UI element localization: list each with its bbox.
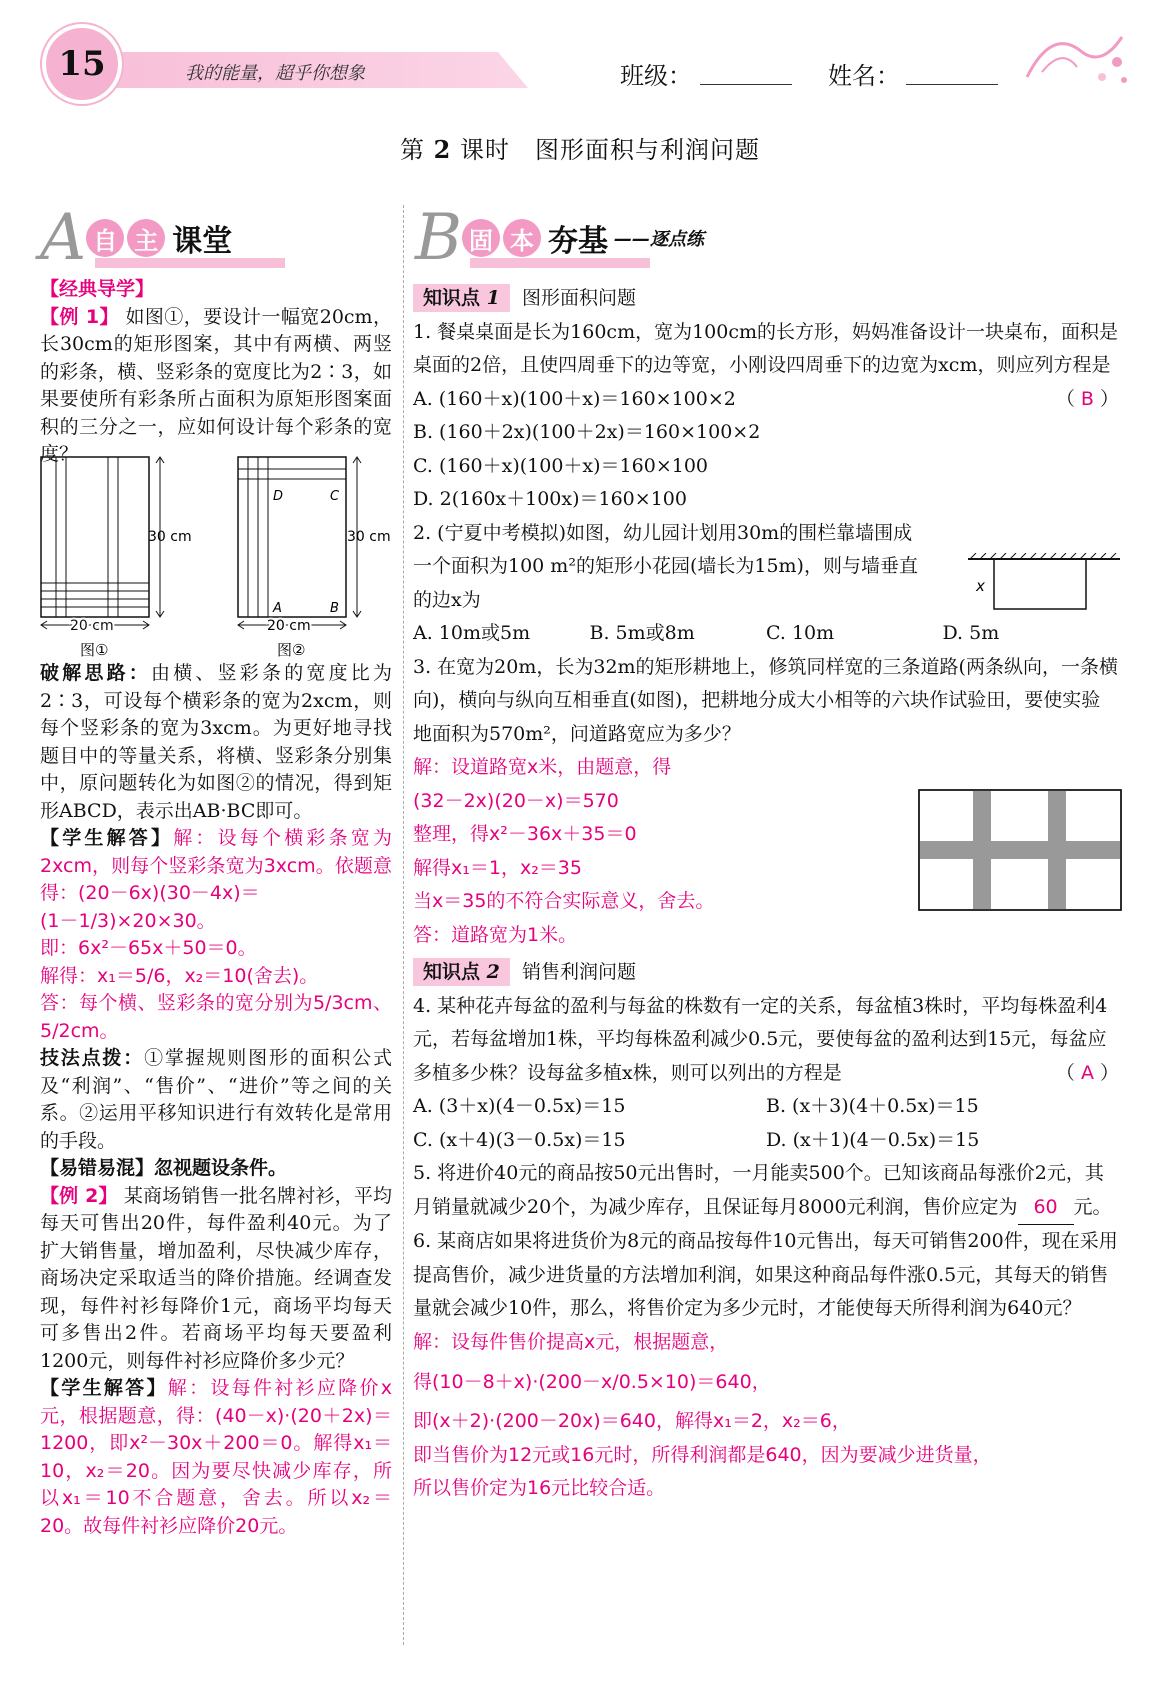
error-block: 【易错易混】忽视题设条件。 <box>40 1157 288 1179</box>
q2-figure <box>960 553 1125 623</box>
q6-solution-line-2: 得(10－8＋x)·(200－x/0.5×10)＝640， <box>413 1371 771 1393</box>
fig1-height-label: 30 cm <box>148 529 192 545</box>
left-lower <box>40 660 392 1540</box>
q4-options-ab: A. (3＋x)(4－0.5x)＝15 B. (x＋3)(4＋0.5x)＝15 <box>413 1095 979 1117</box>
example-2: 【例 2】 某商场销售一批名牌衬衫，平均每天可售出20件，每件盈利40元。为了扩大销售量，增加盈利，尽快减少库存，商场决定采取适当的降价措施。经调查发现，每件衬衫每降价1元，商场平均每天可多售出2件。若商场平均每天要盈利1200元，则每件衬衫应降价多少元？ <box>40 1184 392 1372</box>
example-1 <box>40 276 392 469</box>
fig2-label-b: B <box>330 601 339 616</box>
solution-1-line-c: 即：6x²－65x＋50＝0。 <box>40 937 257 959</box>
idea-block: 破解思路：由横、竖彩条的宽度比为2∶3，可设每个横彩条的宽为2xcm，则每个竖彩条的宽为3xcm。为更好地寻找题目中的等量关系，将横、竖彩条分别集中，原问题转化为如图②的情况，得到矩形ABCD，表示出AB·BC即可。 <box>40 662 392 822</box>
q6-solution-line-3: 即(x＋2)·(200－20x)＝640，解得x₁＝2，x₂＝6， <box>413 1410 851 1432</box>
question-2: 2. (宁夏中考模拟)如图，幼儿园计划用30m的围栏靠墙围成一个面积为100 m²的矩形小花园(墙长为15m)，则与墙垂直的边x为 <box>413 521 918 611</box>
banner-a: A 自 主 课堂 <box>40 201 233 275</box>
solution-2: 【学生解答】解：设每件衬衫应降价x元，根据题意，得：(40－x)·(20＋2x)＝1200，即x²－30x＋200＝0。解得x₁＝10，x₂＝20。因为要尽快减少库存，所以x₁＝10不合题意，舍去。所以x₂＝20。故每件衬衫应降价20元。 <box>40 1377 392 1537</box>
fig2-height-label: 30 cm <box>347 529 391 545</box>
q3-solution-line-3: 整理，得x²－36x＋35＝0 <box>413 823 637 845</box>
fig2-width-label: 20 cm <box>267 618 311 634</box>
q3-solution-line-2: (32－2x)(20－x)＝570 <box>413 789 619 812</box>
q3-figure <box>918 789 1124 913</box>
q4-options-cd: C. (x＋4)(3－0.5x)＝15 D. (x＋1)(4－0.5x)＝15 <box>413 1128 980 1151</box>
q3-solution-line-1: 解：设道路宽x米，由题意，得 <box>413 756 672 778</box>
class-label: 班级： <box>620 62 692 90</box>
solution-1: 【学生解答】解：设每个横彩条宽为2xcm，则每个竖彩条宽为3xcm。依题意得：(20－6x)(30－4x)＝ <box>40 827 392 904</box>
fig2-label-d: D <box>273 489 284 504</box>
fig2-caption: 图② <box>277 641 306 659</box>
figure-1 <box>38 455 208 660</box>
column-divider <box>403 205 404 1645</box>
q3-solution-line-5: 当x＝35的不符合实际意义，舍去。 <box>413 890 715 912</box>
fig1-caption: 图① <box>80 641 109 659</box>
flourish-decoration-icon <box>1022 22 1132 92</box>
question-3: 3. 在宽为20m，长为32m的矩形耕地上，修筑同样宽的三条道路(两条纵向，一条横向)，横向与纵向互相垂直(如图)，把耕地分成大小相等的六块作试验田，要使实验地面积为570m²，问道路宽应为多少？ <box>413 655 1118 745</box>
q5-answer: 60 <box>1018 1191 1074 1226</box>
guide-tag: 【经典导学】 <box>40 278 155 300</box>
q1-option-c: C. (160＋x)(100＋x)＝160×100 <box>413 454 709 477</box>
page-number: 15 <box>42 24 122 104</box>
fig2-label-c: C <box>330 489 340 504</box>
tip-block: 技法点拨：①掌握规则图形的面积公式及“利润”、“售价”、“进价”等之间的关系。②运用平移知识进行有效转化是常用的手段。 <box>40 1047 392 1152</box>
name-blank <box>906 84 998 85</box>
solution-1-line-b: (1－1/3)×20×30。 <box>40 909 216 932</box>
q6-solution-line-5: 所以售价定为16元比较合适。 <box>413 1477 666 1499</box>
q6-solution-line-1: 解：设每件售价提高x元，根据题意， <box>413 1330 729 1353</box>
q1-option-b: B. (160＋2x)(100＋2x)＝160×100×2 <box>413 421 761 443</box>
question-1: 1. 餐桌桌面是长为160cm，宽为100cm的长方形，妈妈准备设计一块桌布，面积是桌面的2倍，且使四周垂下的边等宽，小刚设四周垂下的边宽为xcm，则应列方程是 （ B ） <box>413 320 1119 410</box>
class-blank <box>700 84 792 85</box>
q1-option-d: D. 2(160x＋100x)＝160×100 <box>413 488 687 510</box>
question-6: 6. 某商店如果将进货价为8元的商品按每件10元售出，每天可销售200件，现在采用提高售价，减少进货量的方法增加利润，如果这种商品每件涨0.5元，其每天的销售量就会减少10件，那么，将售价定为多少元时，才能使每天所得利润为640元？ <box>413 1230 1118 1319</box>
figure-2 <box>235 455 405 660</box>
fig2-label-a: A <box>273 601 282 616</box>
solution-1-line-e: 答：每个横、竖彩条的宽分别为5/3cm、5/2cm。 <box>40 992 392 1042</box>
knowledge-point-2: 知识点 2 销售利润问题 <box>413 956 1119 990</box>
knowledge-point-1: 知识点 1 图形面积问题 <box>413 282 1119 316</box>
example-1-text: 【例 1】 如图①，要设计一幅宽20cm，长30cm的矩形图案，其中有两横、两竖的彩条，横、竖彩条的宽度比为2∶3，如果要使所有彩条所占面积为原矩形图案面积的三分之一，应如何设计每个彩条的宽度？ <box>40 305 392 465</box>
q2-figure-x-label: x <box>976 577 985 595</box>
lesson-title: 第 2 课时 图形面积与利润问题 <box>400 135 760 164</box>
banner-b: B 固 本 夯基 ——逐点练 <box>415 201 705 275</box>
question-5: 5. 将进价40元的商品按50元出售时，一月能卖500个。已知该商品每涨价2元，其月销量就减少20个，为减少库存，且保证每月8000元利润，售价应定为 60 元。 <box>413 1157 1119 1225</box>
q3-solution-line-6: 答：道路宽为1米。 <box>413 923 578 946</box>
q6-solution-line-4: 即当售价为12元或16元时，所得利润都是640，因为要减少进货量， <box>413 1443 992 1466</box>
fig1-width-label: 20 cm <box>70 618 114 634</box>
question-4: 4. 某种花卉每盆的盈利与每盆的株数有一定的关系，每盆植3株时，平均每株盈利4元，若每盆增加1株，平均每株盈利减少0.5元，要使每盆的盈利达到15元，每盆应多植多少株？设每盆多植x株，则可以列出的方程是 （ A ） <box>413 994 1119 1084</box>
slogan: 我的能量，超乎你想象 <box>185 63 365 84</box>
q1-answer: B <box>1080 387 1094 410</box>
q3-solution-line-4: 解得x₁＝1，x₂＝35 <box>413 856 582 879</box>
q4-answer: A <box>1080 1061 1094 1084</box>
name-label: 姓名： <box>828 62 900 90</box>
q2-options: A. 10m或5m B. 5m或8m C. 10m D. 5m <box>413 622 1000 644</box>
solution-1-line-d: 解得：x₁＝5/6，x₂＝10(舍去)。 <box>40 964 319 987</box>
q1-option-a: A. (160＋x)(100＋x)＝160×100×2 <box>413 387 736 410</box>
